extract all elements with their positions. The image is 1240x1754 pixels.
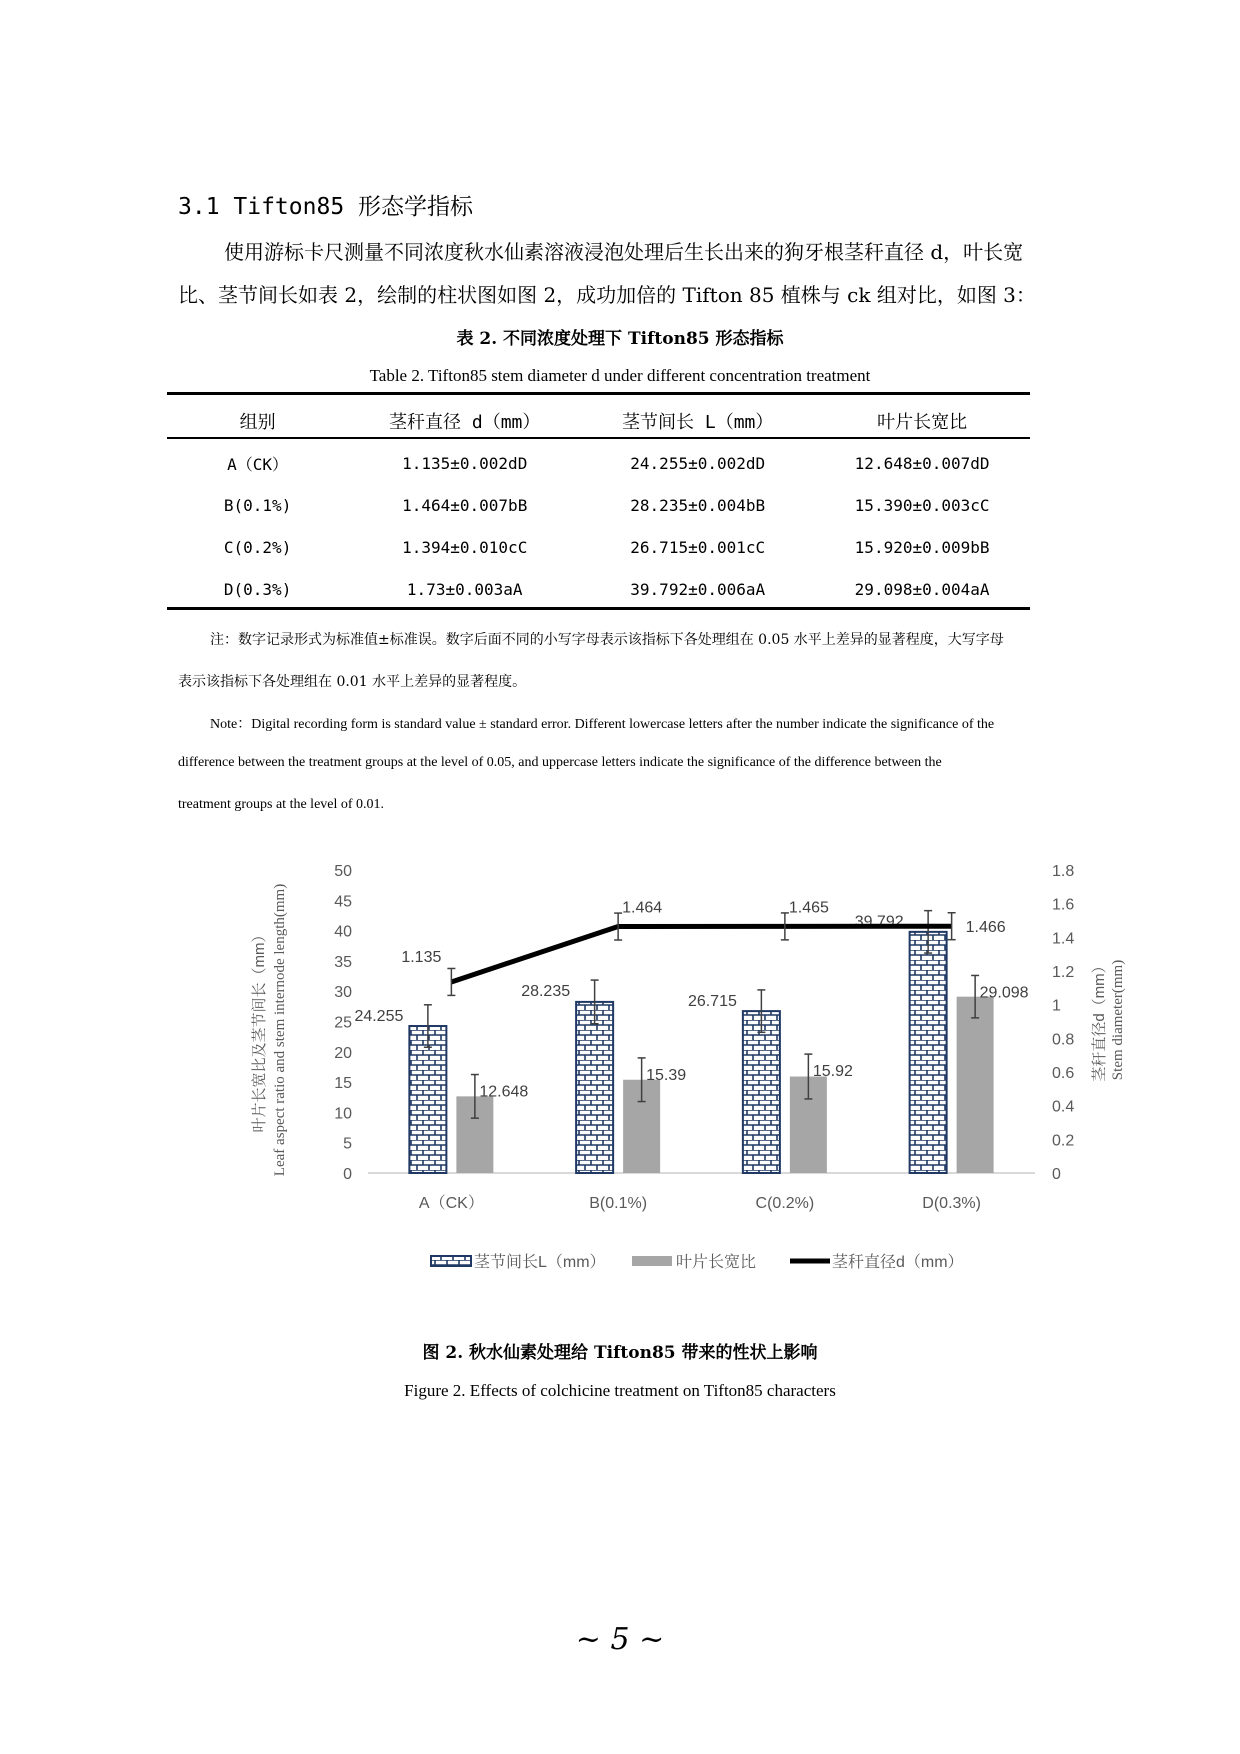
header-cell: 茎秆直径 d（mm） [389,412,541,433]
y-left-tick-label: 5 [343,1135,352,1153]
note-cn: 表示该指标下各处理组在 0.01 水平上差异的显著程度。 [178,674,527,690]
y-left-title-en: Leaf aspect ratio and stem internode length(mm) [272,883,288,1177]
bar-internode-length [743,1011,780,1173]
data-label: 1.464 [622,899,663,917]
note-en: treatment groups at the level of 0.01. [178,797,385,812]
y-right-tick-label: 1.8 [1052,863,1075,880]
data-label: 15.92 [812,1063,853,1081]
cell: 1.135±0.002dD [402,453,528,473]
legend-swatch-leaf [632,1256,672,1266]
legend-swatch-internode [431,1256,471,1266]
data-label: 1.466 [965,919,1006,937]
x-tick-label: A（CK） [418,1195,484,1212]
cell: B(0.1%) [223,495,292,515]
bar-internode-length [576,1002,613,1173]
data-label: 12.648 [479,1083,529,1101]
cell: 26.715±0.001cC [630,537,766,557]
cell: 39.792±0.006aA [630,579,766,599]
note-en: difference between the treatment groups at the level of 0.05, and uppercase letters indicate the significance of the difference between the [178,755,942,770]
y-left-title-cn: 叶片长宽比及茎节间长（mm） [251,927,268,1133]
y-right-tick-label: 0.8 [1052,1031,1075,1049]
x-tick-label: C(0.2%) [755,1195,815,1212]
paragraph-line: 比、茎节间长如表 2，绘制的柱状图如图 2，成功加倍的 Tifton 85 植株与 ck 组对比，如图 3： [178,283,1036,307]
x-tick-label: B(0.1%) [589,1195,648,1212]
data-label: 29.098 [979,984,1029,1002]
note-en: Note：Digital recording form is standard value ± standard error. Different lowercase letters after the number indicate the significance of the [210,717,995,732]
data-label: 39.792 [854,913,904,931]
data-label: 15.39 [646,1066,687,1084]
y-left-tick-label: 30 [334,984,352,1002]
y-right-tick-label: 1.6 [1052,896,1075,914]
y-left-tick-label: 20 [334,1044,352,1062]
data-label: 26.715 [687,992,737,1010]
cell: 15.390±0.003cC [854,495,990,515]
bar-internode-length [409,1026,446,1173]
cell: 1.73±0.003aA [406,579,523,599]
y-left-tick-label: 0 [343,1166,352,1183]
cell: 29.098±0.004aA [854,579,990,599]
header-cell: 叶片长宽比 [877,412,968,433]
y-left-tick-label: 40 [334,923,352,941]
table-title-en: Table 2. Tifton85 stem diameter d under different concentration treatment [369,366,871,385]
figure-caption-en: Figure 2. Effects of colchicine treatment on Tifton85 characters [404,1381,836,1400]
legend-label: 叶片长宽比 [676,1254,757,1271]
y-right-title-cn: 茎秆直径d（mm） [1091,958,1108,1082]
header-cell: 茎节间长 L（mm） [622,412,774,433]
cell: A（CK） [227,454,289,474]
y-left-tick-label: 25 [334,1014,352,1032]
y-right-title-en: Stem diameter(mm) [1110,959,1126,1081]
x-tick-label: D(0.3%) [922,1195,981,1212]
y-left-tick-label: 35 [334,953,352,971]
cell: 24.255±0.002dD [630,453,766,473]
y-left-tick-label: 45 [334,893,352,911]
y-right-tick-label: 1.2 [1052,964,1075,981]
legend-label: 茎秆直径d（mm） [832,1254,964,1271]
y-right-tick-label: 0 [1052,1166,1061,1183]
header-cell: 组别 [239,412,276,433]
cell: 1.394±0.010cC [402,537,528,557]
figure-caption-cn: 图 2. 秋水仙素处理给 Tifton85 带来的性状上影响 [422,1343,818,1363]
table-title-cn: 表 2. 不同浓度处理下 Tifton85 形态指标 [456,329,784,349]
data-label: 24.255 [354,1007,404,1025]
data-label: 1.465 [788,899,829,917]
cell: 1.464±0.007bB [402,495,528,515]
y-left-tick-label: 50 [334,863,352,880]
cell: D(0.3%) [223,579,292,599]
data-label: 1.135 [401,948,442,966]
y-left-tick-label: 10 [334,1105,352,1123]
bar-internode-length [910,932,947,1173]
bar-leaf-aspect-ratio [957,997,994,1173]
note-cn: 注：数字记录形式为标准值±标准误。数字后面不同的小写字母表示该指标下各处理组在 0.05 水平上差异的显著程度，大写字母 [210,632,1004,648]
section-heading: 3.1 Tifton85 形态学指标 [178,194,474,220]
y-right-tick-label: 1.4 [1052,930,1075,948]
y-right-tick-label: 1 [1052,997,1061,1015]
cell: 15.920±0.009bB [854,537,990,557]
page-number: ~ 5 ~ [575,1622,665,1657]
cell: 12.648±0.007dD [854,453,990,473]
cell: 28.235±0.004bB [630,495,766,515]
cell: C(0.2%) [223,537,292,557]
legend-label: 茎节间长L（mm） [474,1254,606,1271]
data-label: 28.235 [521,983,571,1001]
y-right-tick-label: 0.6 [1052,1065,1075,1082]
y-right-tick-label: 0.2 [1052,1132,1075,1150]
y-left-tick-label: 15 [334,1075,352,1093]
line-stem-diameter [451,926,951,982]
y-right-tick-label: 0.4 [1052,1098,1075,1116]
paragraph-line: 使用游标卡尺测量不同浓度秋水仙素溶液浸泡处理后生长出来的狗牙根茎秆直径 d，叶长宽 [224,240,1024,264]
